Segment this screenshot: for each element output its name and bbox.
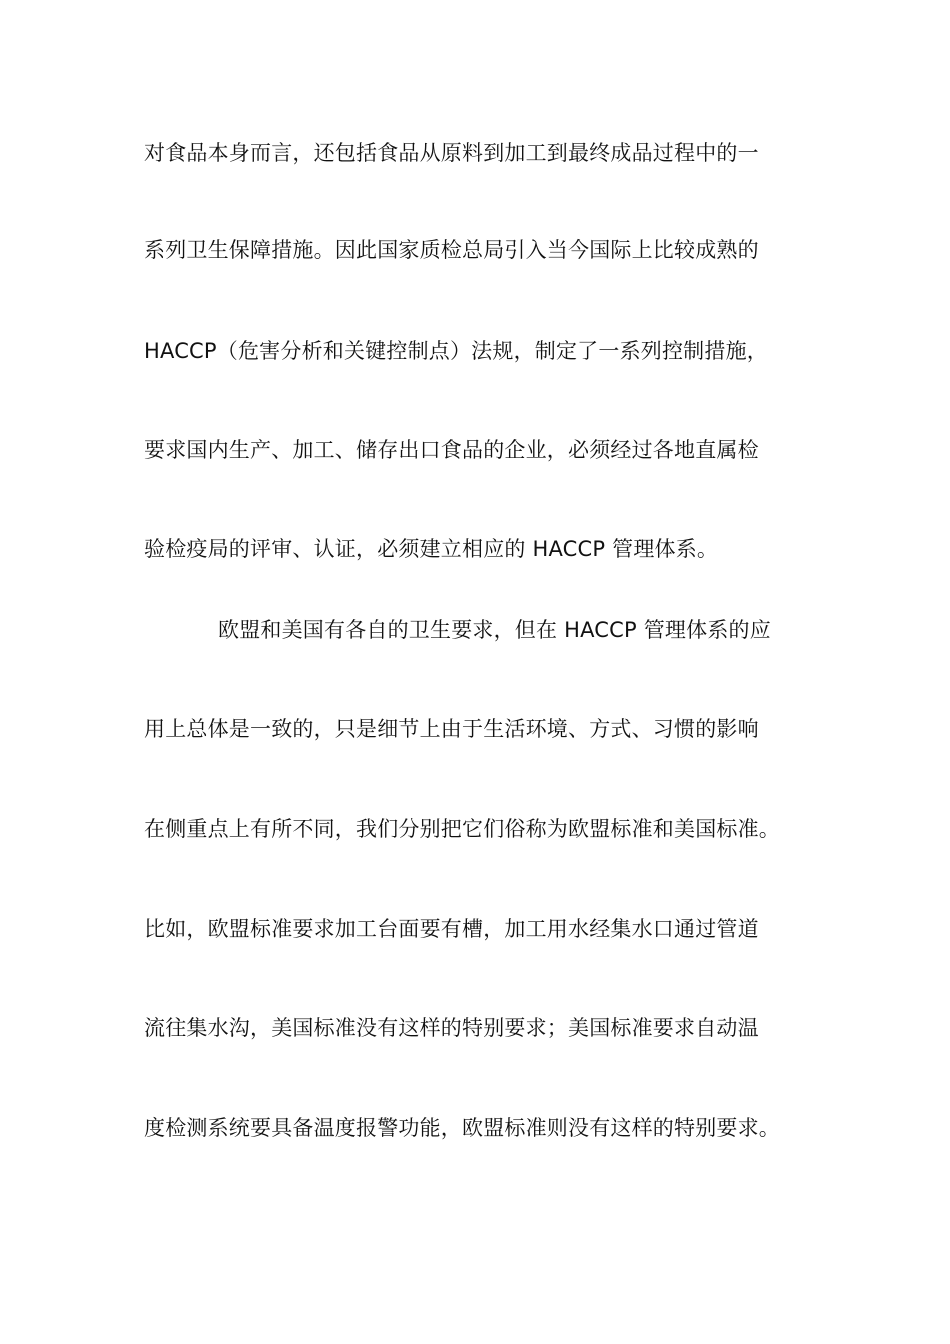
paragraph-line: HACCP（危害分析和关键控制点）法规，制定了一系列控制措施， — [144, 339, 768, 363]
paragraph-line: 验检疫局的评审、认证，必须建立相应的 HACCP 管理体系。 — [144, 537, 719, 561]
paragraph-line: 在侧重点上有所不同，我们分别把它们俗称为欧盟标准和美国标准。 — [144, 817, 780, 841]
paragraph-line: 比如，欧盟标准要求加工台面要有槽，加工用水经集水口通过管道 — [144, 917, 759, 941]
paragraph-line: 用上总体是一致的，只是细节上由于生活环境、方式、习惯的影响 — [144, 717, 759, 741]
paragraph-line: 要求国内生产、加工、储存出口食品的企业，必须经过各地直属检 — [144, 438, 759, 462]
paragraph-line: 度检测系统要具备温度报警功能，欧盟标准则没有这样的特别要求。 — [144, 1116, 780, 1140]
paragraph-line: 系列卫生保障措施。因此国家质检总局引入当今国际上比较成熟的 — [144, 238, 759, 262]
paragraph-line-indented: 欧盟和美国有各自的卫生要求，但在 HACCP 管理体系的应 — [218, 618, 771, 642]
paragraph-line: 对食品本身而言，还包括食品从原料到加工到最终成品过程中的一 — [144, 141, 759, 165]
paragraph-line: 流往集水沟，美国标准没有这样的特别要求；美国标准要求自动温 — [144, 1016, 759, 1040]
